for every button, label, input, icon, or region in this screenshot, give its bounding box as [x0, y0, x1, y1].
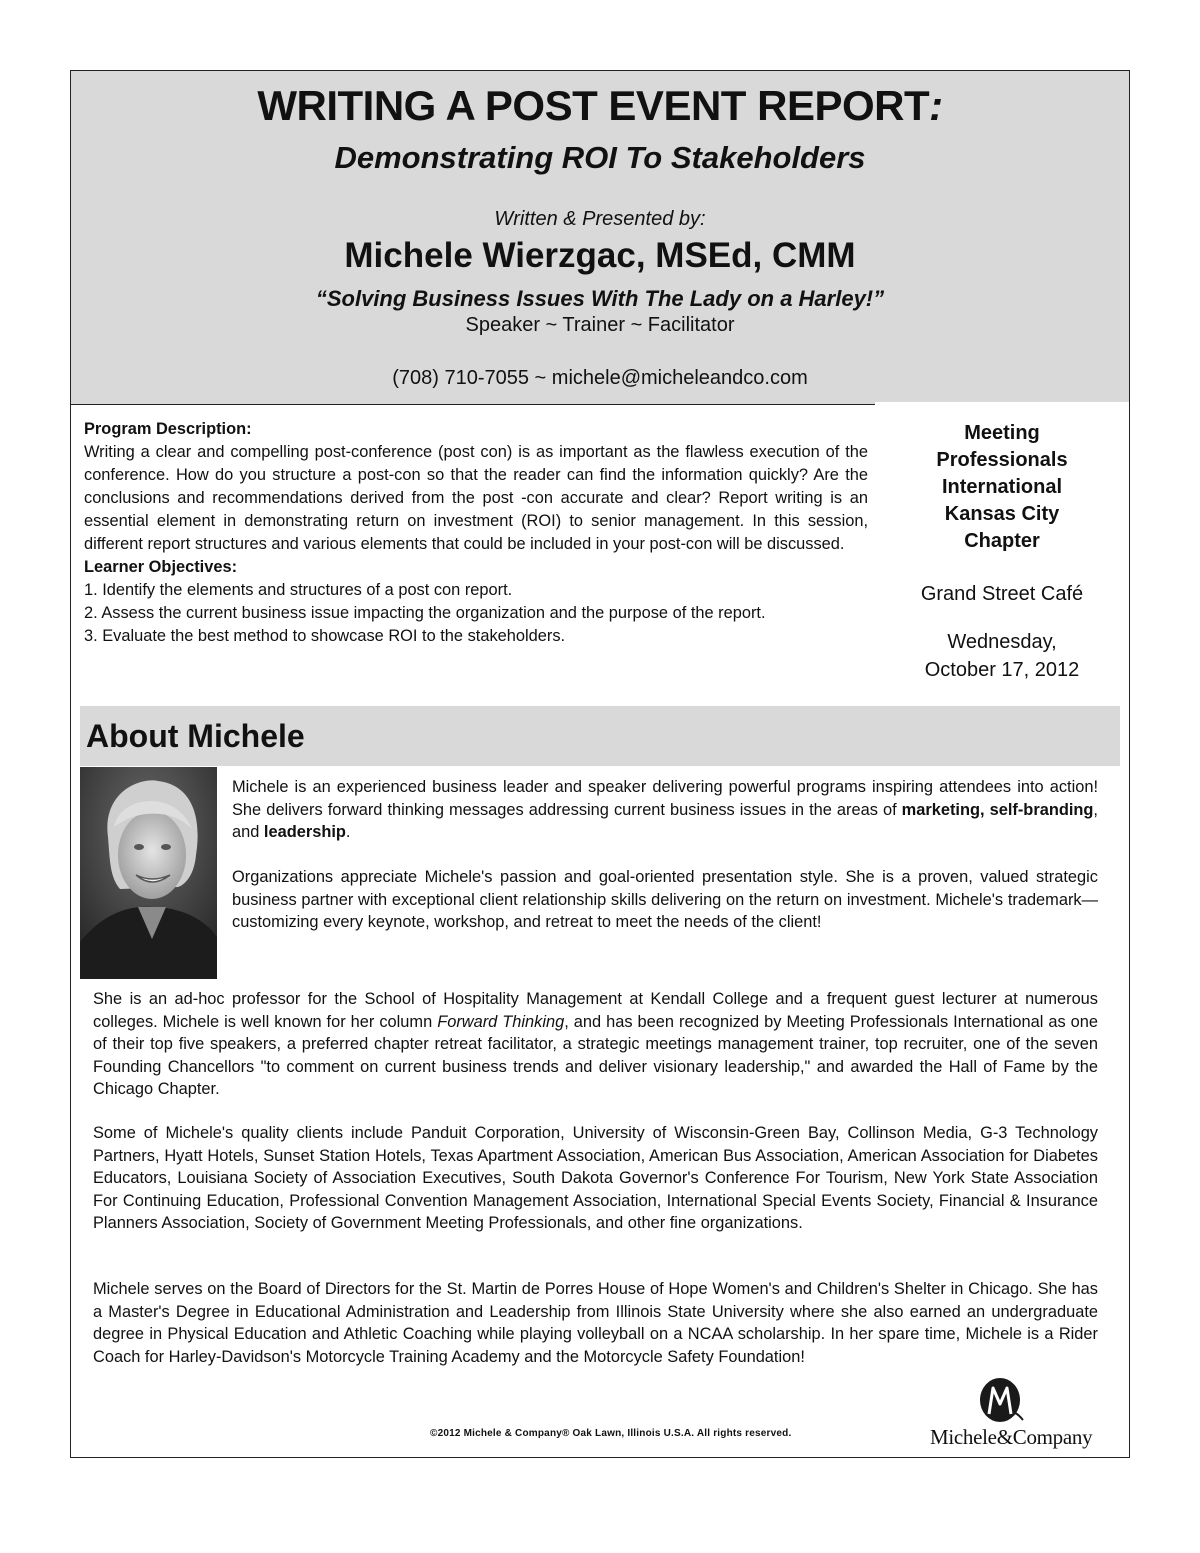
event-date	[885, 628, 1119, 684]
copyright-notice: ©2012 Michele & Company® Oak Lawn, Illinois U.S.A. All rights reserved.	[430, 1428, 792, 1439]
clients-paragraph: Some of Michele's quality clients include Panduit Corporation, University of Wisconsin-Green Bay, Collinson Media, G-3 Technology Partners, Hyatt Hotels, Sunset Station Hotels, Texas Apartment Association, American Bus Association, American Association for Diabetes Educators, Louisiana Society of Association Executives, South Dakota Governor's Conference For Tourism, New York State Association For Continuing Education, Professional Convention Management Association, International Special Events Society, Financial & Insurance Planners Association, Society of Government Meeting Professionals, and other fine organizations.	[93, 1124, 1098, 1233]
event-venue: Grand Street Café	[920, 583, 1084, 605]
about-text: , and has been recognized by Meeting Professionals International as one of their top five speakers, a preferred chapter retreat facilitator, a strategic meetings management trainer, top recruiter, one of the seven Founding Chancellors "to comment on current business trends and deliver visionary leadership," and awarded the Hall of Fame by the Chicago Chapter.	[93, 1012, 1098, 1099]
objective-item: 1. Identify the elements and structures of a post con report.	[84, 581, 513, 599]
about-text: .	[345, 823, 351, 842]
about-text: She is an ad-hoc professor for the School of Hospitality Management at Kendall College and a frequent guest lecturer at numerous colleges. Michele is well known for her column	[93, 990, 1098, 1031]
page-subtitle: Demonstrating ROI To Stakeholders	[334, 140, 866, 175]
presenter-photo	[80, 767, 217, 979]
page-title	[0, 82, 1200, 130]
event-details	[885, 420, 1119, 684]
org-line: International	[941, 476, 1062, 498]
about-paragraph: Organizations appreciate Michele's passion and goal-oriented presentation style. She is a proven, valued strategic business partner with exceptional client relationship skills delivering on the return on investment. Michele's trademark—customizing every keynote, workshop, and retreat to meet the needs of the client!	[232, 868, 1098, 932]
org-line: Meeting	[964, 422, 1040, 444]
program-heading: Program Description:	[84, 420, 252, 438]
program-section	[84, 418, 868, 648]
about-heading: About Michele	[86, 718, 305, 754]
program-description: Writing a clear and compelling post-conference (post con) is as important as the flawless execution of the conference. How do you structure a post-con so that the reader can find the information quickly? Are the conclusions and recommendations derived from the post -con accurate and clear? Report writing is an essential element in demonstrating return on investment (ROI) to senior management. In this session, different report structures and various elements that could be included in your post-con will be discussed.	[84, 443, 868, 553]
org-line: Kansas City	[944, 503, 1060, 525]
company-logo-icon	[975, 1376, 1025, 1424]
presenter-roles: Speaker ~ Trainer ~ Facilitator	[465, 314, 735, 336]
presenter-tagline: “Solving Business Issues With The Lady on a Harley!”	[315, 286, 885, 311]
org-line: Chapter	[964, 530, 1040, 552]
organization-name	[885, 420, 1119, 555]
about-paragraph	[232, 776, 1098, 844]
title-text: WRITING A POST EVENT REPORT	[257, 82, 930, 129]
title-colon: :	[929, 82, 943, 129]
about-emphasis: leadership	[263, 823, 346, 842]
contact-info: (708) 710-7055 ~ michele@micheleandco.com	[392, 367, 808, 389]
header-divider-gap	[875, 402, 1129, 408]
about-paragraph	[93, 988, 1098, 1101]
column-title: Forward Thinking	[437, 1012, 565, 1031]
objective-item: 3. Evaluate the best method to showcase ROI to the stakeholders.	[84, 627, 566, 645]
event-date-text: October 17, 2012	[924, 659, 1080, 681]
about-paragraph: Michele serves on the Board of Directors for the St. Martin de Porres House of Hope Women's and Children's Shelter in Chicago. She has a Master's Degree in Educational Administration and Leadership from Illinois State University where she also earned an undergraduate degree in Physical Education and Athletic Coaching while playing volleyball on a NCAA scholarship. In her spare time, Michele is a Rider Coach for Harley-Davidson's Motorcycle Training Academy and the Motorcycle Safety Foundation!	[93, 1280, 1098, 1366]
portrait-image	[80, 767, 217, 979]
event-day: Wednesday,	[947, 631, 1057, 653]
objectives-heading: Learner Objectives:	[84, 558, 238, 576]
objective-item: 2. Assess the current business issue impacting the organization and the purpose of the report.	[84, 604, 766, 622]
about-emphasis: marketing, self-branding	[901, 800, 1094, 819]
about-text: Michele is an experienced business leader and speaker delivering powerful programs inspiring attendees into action! She delivers forward thinking messages addressing current business issues in the areas of	[232, 778, 1098, 819]
presenter-name: Michele Wierzgac, MSEd, CMM	[344, 236, 856, 275]
written-by-label: Written & Presented by:	[494, 208, 706, 230]
org-line: Professionals	[936, 449, 1068, 471]
company-logo-text: Michele&Company	[930, 1425, 1093, 1449]
about-text: , and	[232, 800, 1098, 842]
